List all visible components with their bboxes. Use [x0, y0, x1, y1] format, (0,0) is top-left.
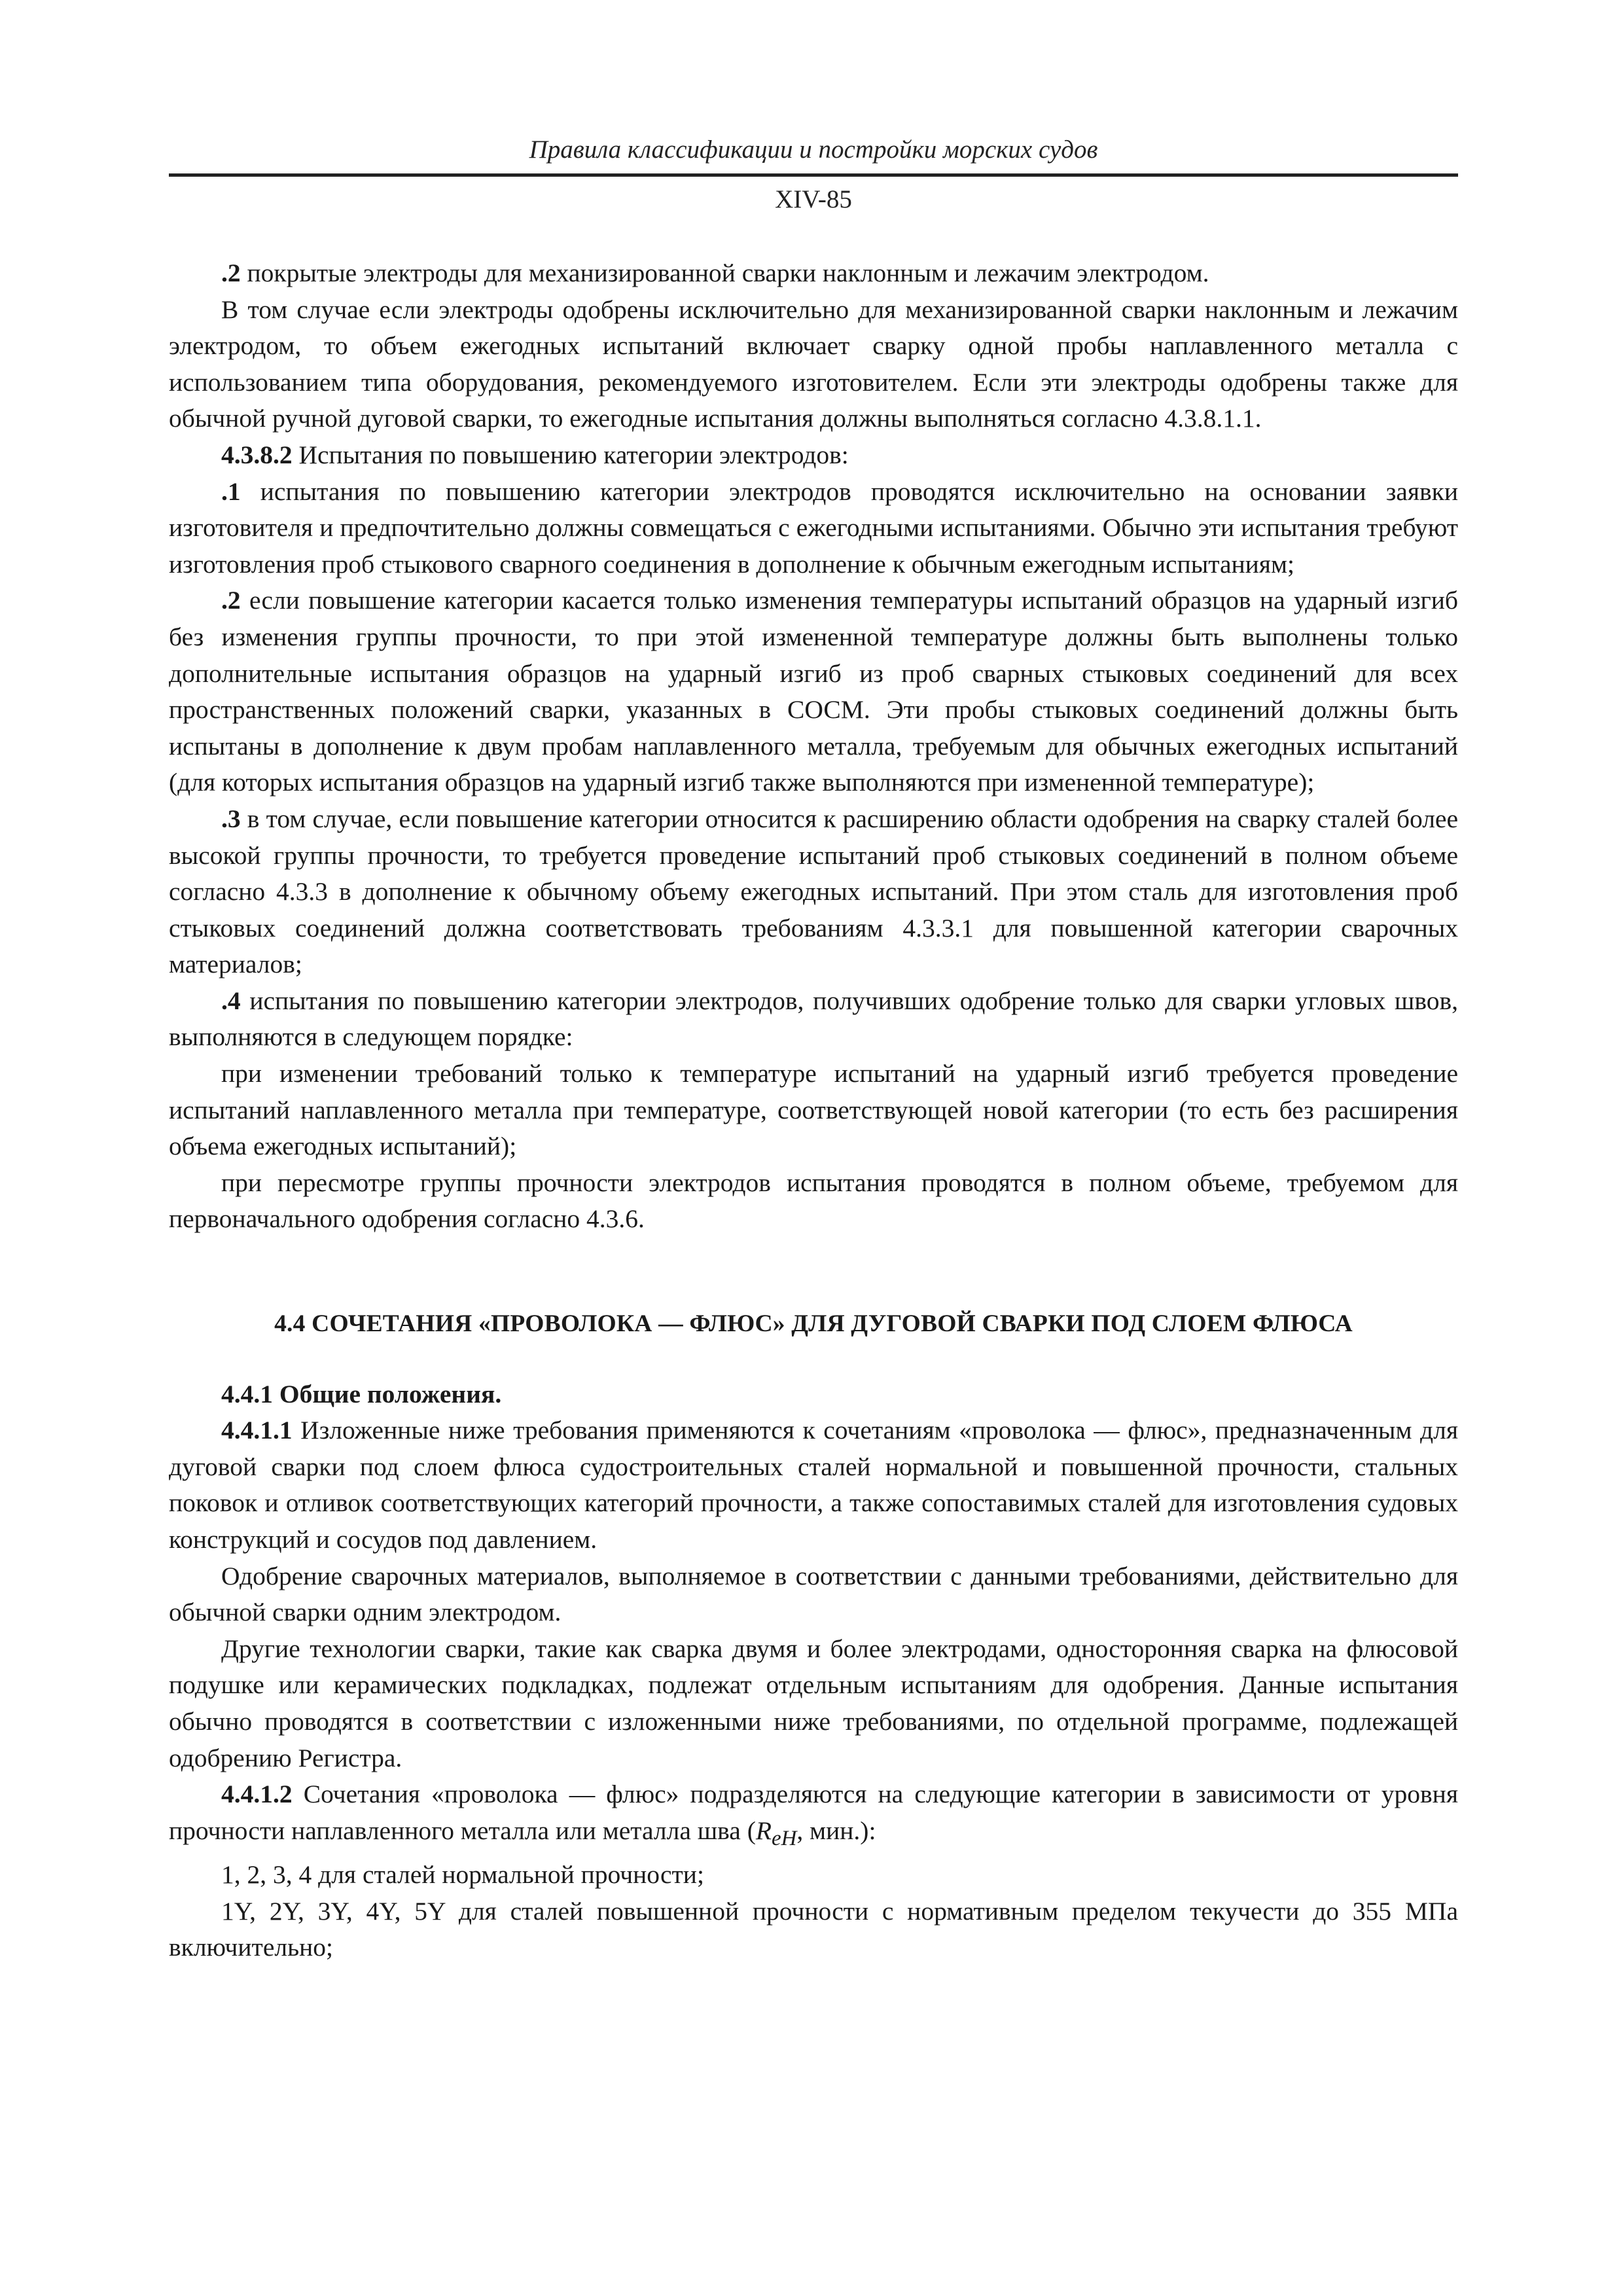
- header-rule: [169, 173, 1458, 177]
- paragraph-text: при пересмотре группы прочности электродов испытания проводятся в полном объеме, требуемом для первоначального одобрения согласно 4.3.6.: [169, 1168, 1458, 1234]
- body-text: [169, 255, 1458, 1966]
- paragraph-text: в том случае, если повышение категории относится к расширению области одобрения на сварку сталей более высокой группы прочности, то требуется проведение испытаний проб стыковых соединений в полном объеме согласно 4.3.3 в дополнение к обычному объему ежегодных испытаний. При этом сталь для изготовления проб стыковых соединений должна соответствовать требованиям 4.3.3.1 для повышенной категории сварочных материалов;: [169, 804, 1458, 979]
- item-number: .2: [221, 586, 241, 615]
- paragraph-text: Другие технологии сварки, такие как сварка двумя и более электродами, односторонняя сварка на флюсовой подушке или керамических подкладках, подлежат отдельным испытаниям для одобрения. Данные испытания обычно проводятся в соответствии с изложенными ниже требованиями, по отдельной программе, подлежащей одобрению Регистра.: [169, 1634, 1458, 1772]
- paragraph: [169, 583, 1458, 801]
- paragraph-text: Сочетания «проволока — флюс» подразделяются на следующие категории в зависимости от уровня прочности наплавленного металла или металла шва (: [169, 1780, 1458, 1845]
- paragraph-text: при изменении требований только к температуре испытаний на ударный изгиб требуется проведение испытаний наплавленного металла при температуре, соответствующей новой категории (то есть без расширения объема ежегодных испытаний);: [169, 1059, 1458, 1161]
- item-number: .3: [221, 804, 241, 833]
- paragraph: [169, 1056, 1458, 1165]
- category-text: 1, 2, 3, 4 для сталей нормальной прочности;: [221, 1860, 704, 1890]
- category-line: [169, 1857, 1458, 1893]
- paragraph: [169, 1412, 1458, 1558]
- item-number: .2: [221, 259, 241, 287]
- section-spacer: [169, 1342, 1458, 1376]
- paragraph: [169, 1776, 1458, 1857]
- paragraph: [169, 801, 1458, 983]
- paragraph: [169, 1558, 1458, 1631]
- paragraph-text: покрытые электроды для механизированной сварки наклонным и лежачим электродом.: [240, 259, 1209, 287]
- item-number: .4: [221, 986, 241, 1015]
- category-line: [169, 1893, 1458, 1966]
- item-number: .1: [221, 476, 241, 506]
- paragraph-text: испытания по повышению категории электродов проводятся исключительно на основании заявки изготовителя и предпочтительно должны совмещаться с ежегодными испытаниями. Обычно эти испытания требуют изготовления проб стыкового сварного соединения в дополнение к обычным ежегодным испытаниям;: [169, 476, 1458, 579]
- yield-strength-subscript: eH: [772, 1826, 797, 1850]
- paragraph: [169, 437, 1458, 474]
- section-spacer: [169, 1238, 1458, 1306]
- paragraph: [169, 983, 1458, 1056]
- clause-number: 4.4.1.2: [221, 1780, 293, 1809]
- category-text: 1Y, 2Y, 3Y, 4Y, 5Y для сталей повышенной прочности с нормативным пределом текучести до 355 МПа включительно;: [169, 1896, 1458, 1962]
- subsection-heading: 4.4.1 Общие положения.: [221, 1379, 502, 1408]
- paragraph-text: если повышение категории касается только изменения температуры испытаний образцов на ударный изгиб без изменения группы прочности, то при этой измененной температуре должны быть выполнены только дополнительные испытания образцов на ударный изгиб из проб сварных стыковых соединений для всех пространственных положений сварки, указанных в СОСМ. Эти пробы стыковых соединений должны быть испытаны в дополнение к двум пробам наплавленного металла, требуемым для обычных ежегодных испытаний (для которых испытания образцов на ударный изгиб также выполняются при измененной температуре);: [169, 586, 1458, 797]
- clause-number: 4.3.8.2: [221, 440, 293, 469]
- yield-strength-symbol: $R_{eH}$: [755, 1816, 797, 1850]
- paragraph: [169, 1631, 1458, 1776]
- page-number: XIV-85: [775, 185, 852, 213]
- running-header-title: Правила классификации и постройки морских судов: [529, 135, 1098, 164]
- paragraph: [169, 1165, 1458, 1238]
- paragraph-text: , мин.):: [796, 1816, 876, 1845]
- paragraph: [169, 474, 1458, 583]
- paragraph-text: испытания по повышению категории электродов, получивших одобрение только для сварки угловых швов, выполняются в следующем порядке:: [169, 986, 1458, 1052]
- paragraph-text: Изложенные ниже требования применяются к сочетаниям «проволока — флюс», предназначенным для дуговой сварки под слоем флюса судостроительных сталей нормальной и повышенной прочности, стальных поковок и отливок соответствующих категорий прочности, а также сопоставимых сталей для изготовления судовых конструкций и сосудов под давлением.: [169, 1416, 1458, 1554]
- paragraph: [169, 255, 1458, 292]
- paragraph-text: Испытания по повышению категории электродов:: [292, 440, 849, 469]
- section-heading: 4.4 СОЧЕТАНИЯ «ПРОВОЛОКА — ФЛЮС» ДЛЯ ДУГОВОЙ СВАРКИ ПОД СЛОЕМ ФЛЮСА: [274, 1310, 1353, 1338]
- paragraph-text: Одобрение сварочных материалов, выполняемое в соответствии с данными требованиями, действительно для обычной сварки одним электродом.: [169, 1561, 1458, 1627]
- paragraph-text: В том случае если электроды одобрены исключительно для механизированной сварки наклонным и лежачим электродом, то объем ежегодных испытаний включает сварку одной пробы наплавленного металла с использованием типа оборудования, рекомендуемого изготовителем. Если эти электроды одобрены также для обычной ручной дуговой сварки, то ежегодные испытания должны выполняться согласно 4.3.8.1.1.: [169, 295, 1458, 433]
- clause-number: 4.4.1.1: [221, 1416, 293, 1445]
- paragraph: [169, 292, 1458, 437]
